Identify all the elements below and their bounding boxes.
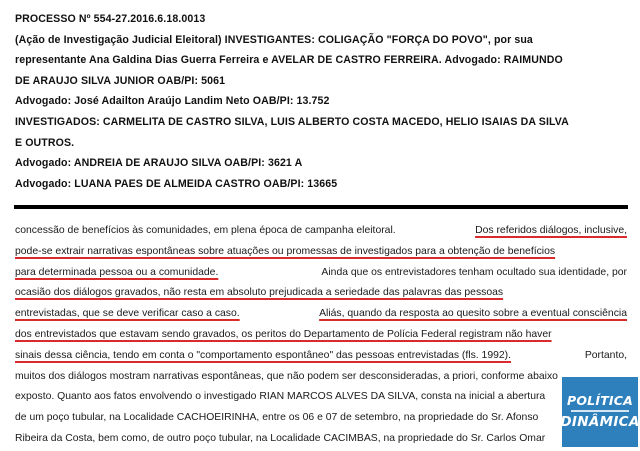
lawyer-line: Advogado: José Adailton Araújo Landim Neto OAB/PI: 13.752 bbox=[15, 95, 330, 108]
text-line bbox=[15, 387, 627, 408]
highlighted-text: para determinada pessoa ou a comunidade. bbox=[15, 266, 219, 278]
text-line bbox=[15, 242, 627, 263]
case-header bbox=[15, 9, 627, 194]
text-line bbox=[15, 429, 627, 450]
text-segment: de um poço tubular, na Localidade CACHOEIRINHA, entre os 06 e 07 de setembro, na propriedade do Sr. Afonso bbox=[15, 412, 539, 424]
lawyer-line: Advogado: LUANA PAES DE ALMEIDA CASTRO OAB/PI: 13665 bbox=[15, 177, 338, 190]
highlighted-text: Dos referidos diálogos, inclusive, bbox=[475, 225, 627, 236]
text-line bbox=[15, 221, 627, 242]
text-segment: Portanto, bbox=[584, 349, 627, 361]
logo-line-2: DINÂMICA bbox=[560, 414, 640, 430]
text-line bbox=[15, 325, 627, 346]
highlighted-text: Aliás, quando da resposta ao quesito sobre a eventual consciência bbox=[319, 308, 627, 320]
highlighted-text: ocasião dos diálogos gravados, não resta em absoluto prejudicada a seriedade das palavras das pessoas bbox=[15, 287, 504, 299]
investigated-line: INVESTIGADOS: CARMELITA DE CASTRO SILVA, LUIS ALBERTO COSTA MACEDO, HELIO ISAIAS DA SILVA bbox=[15, 115, 569, 128]
politica-dinamica-logo bbox=[562, 377, 638, 447]
case-parties-line: representante Ana Galdina Dias Guerra Ferreira e AVELAR DE CASTRO FERREIRA. Advogado: RAIMUNDO bbox=[15, 54, 563, 67]
text-line bbox=[15, 367, 627, 388]
text-line bbox=[15, 283, 627, 304]
highlighted-text: dos entrevistados que estavam sendo gravados, os peritos do Departamento de Polícia Federal registram não haver bbox=[15, 328, 552, 340]
text-segment: exposto. Quanto aos fatos envolvendo o investigado RIAN MARCOS ALVES DA SILVA, consta na inicial a abertura bbox=[15, 391, 546, 403]
logo-divider bbox=[571, 410, 629, 412]
case-parties-line: DE ARAUJO SILVA JUNIOR OAB/PI: 5061 bbox=[15, 74, 226, 87]
text-line bbox=[15, 263, 627, 284]
case-parties-line: (Ação de Investigação Judicial Eleitoral) INVESTIGANTES: COLIGAÇÃO "FORÇA DO POVO", por sua bbox=[15, 33, 533, 46]
text-segment: Ribeira da Costa, bem como, de outro poço tubular, na Localidade CACIMBAS, na propriedade do Sr. Carlos Omar bbox=[15, 432, 546, 444]
text-segment: concessão de benefícios às comunidades, em plena época de campanha eleitoral. bbox=[15, 225, 396, 236]
text-segment: Ainda que os entrevistadores tenham ocultado sua identidade, por bbox=[321, 266, 627, 278]
section-divider bbox=[14, 205, 628, 209]
highlighted-text: pode-se extrair narrativas espontâneas sobre atuações ou promessas de investigados para a obtenção de benefícios bbox=[15, 245, 556, 257]
decision-excerpt bbox=[15, 221, 627, 450]
text-line bbox=[15, 408, 627, 429]
highlighted-text: sinais dessa ciência, tendo em conta o "comportamento espontâneo" das pessoas entrevistadas (fls. 1992). bbox=[15, 349, 512, 361]
case-number: PROCESSO Nº 554-27.2016.6.18.0013 bbox=[15, 13, 206, 25]
text-line bbox=[15, 346, 627, 367]
highlighted-text: entrevistadas, que se deve verificar caso a caso. bbox=[15, 308, 240, 320]
text-segment: muitos dos diálogos mostram narrativas espontâneas, que não podem ser desconsideradas, a priori, conforme abaixo bbox=[15, 370, 558, 382]
text-line bbox=[15, 304, 627, 325]
investigated-line: E OUTROS. bbox=[15, 136, 75, 149]
lawyer-line: Advogado: ANDREIA DE ARAUJO SILVA OAB/PI: 3621 A bbox=[15, 157, 303, 170]
logo-line-1: POLÍTICA bbox=[566, 393, 634, 408]
